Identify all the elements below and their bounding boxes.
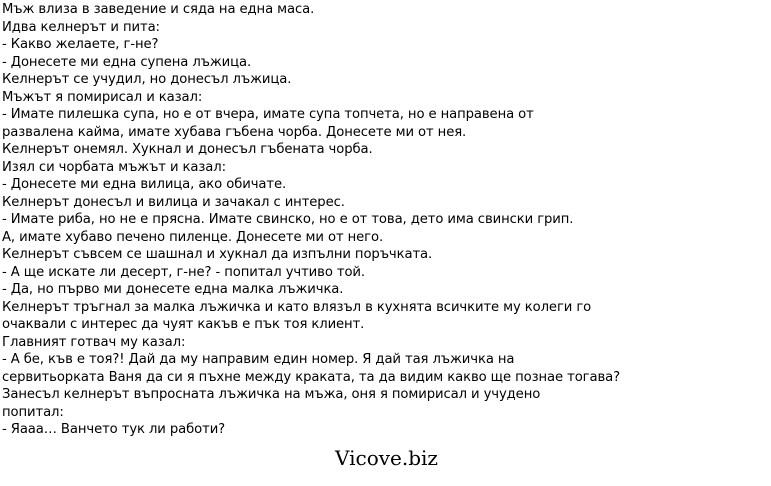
site-watermark: Vicove.biz [335, 446, 438, 470]
joke-line: - Донесете ми една вилица, ако обичате. [2, 177, 287, 192]
joke-line: Келнерът онемял. Хукнал и донесъл гъбената чорба. [2, 142, 373, 157]
joke-line: - Имате пилешка супа, но е от вчера, имате супа топчета, но е направена от [2, 107, 534, 122]
joke-line: Мъжът я помирисал и казал: [2, 89, 203, 105]
joke-line: - Яааа… Ванчето тук ли работи? [2, 422, 226, 437]
joke-line: попитал: [2, 404, 64, 420]
joke-line: - Какво желаете, г-не? [2, 37, 159, 52]
joke-line: очаквали с интерес да чуят какъв е пък тоя клиент. [2, 317, 365, 332]
joke-line: - Да, но първо ми донесете една малка лъжичка. [2, 282, 344, 297]
joke-line: А, имате хубаво печено пиленце. Донесете ми от него. [2, 229, 384, 245]
joke-line: - А ще искате ли десерт, г-не? - попитал учтиво той. [2, 264, 365, 280]
joke-line: Изял си чорбата мъжът и казал: [2, 159, 226, 175]
joke-line: Занесъл келнерът въпросната лъжичка на мъжа, оня я помирисал и учудено [2, 387, 541, 402]
joke-line: развалена каймa, имате хубава гъбена чорба. Донесете ми от нея. [2, 124, 467, 140]
joke-line: Келнерът съвсем се шашнал и хукнал да изпълни поръчката. [2, 247, 433, 262]
joke-text [2, 1, 768, 439]
joke-line: сервитьорката Ваня да си я пъхне между краката, та да видим какво ще познае тогава? [2, 369, 621, 385]
joke-line: Келнерът донесъл и вилица и зачакал с интерес. [2, 194, 345, 210]
joke-line: - А бе, къв е тоя?! Дай да му направим един номер. Я дай тая лъжичка на [2, 352, 515, 367]
joke-line: - Имате риба, но не е прясна. Имате свинско, но е от това, дето има свински грип. [2, 212, 574, 227]
joke-line: Келнерът се учудил, но донесъл лъжица. [2, 72, 292, 87]
joke-line: Мъж влиза в заведение и сяда на една маса. [2, 2, 315, 17]
joke-line: - Донесете ми една супена лъжица. [2, 54, 252, 70]
joke-line: Келнерът тръгнал за малка лъжичка и като влязъл в кухнята всичките му колеги го [2, 299, 592, 315]
joke-line: Главният готвач му казал: [2, 334, 186, 350]
joke-line: Идва келнерът и пита: [2, 19, 160, 35]
